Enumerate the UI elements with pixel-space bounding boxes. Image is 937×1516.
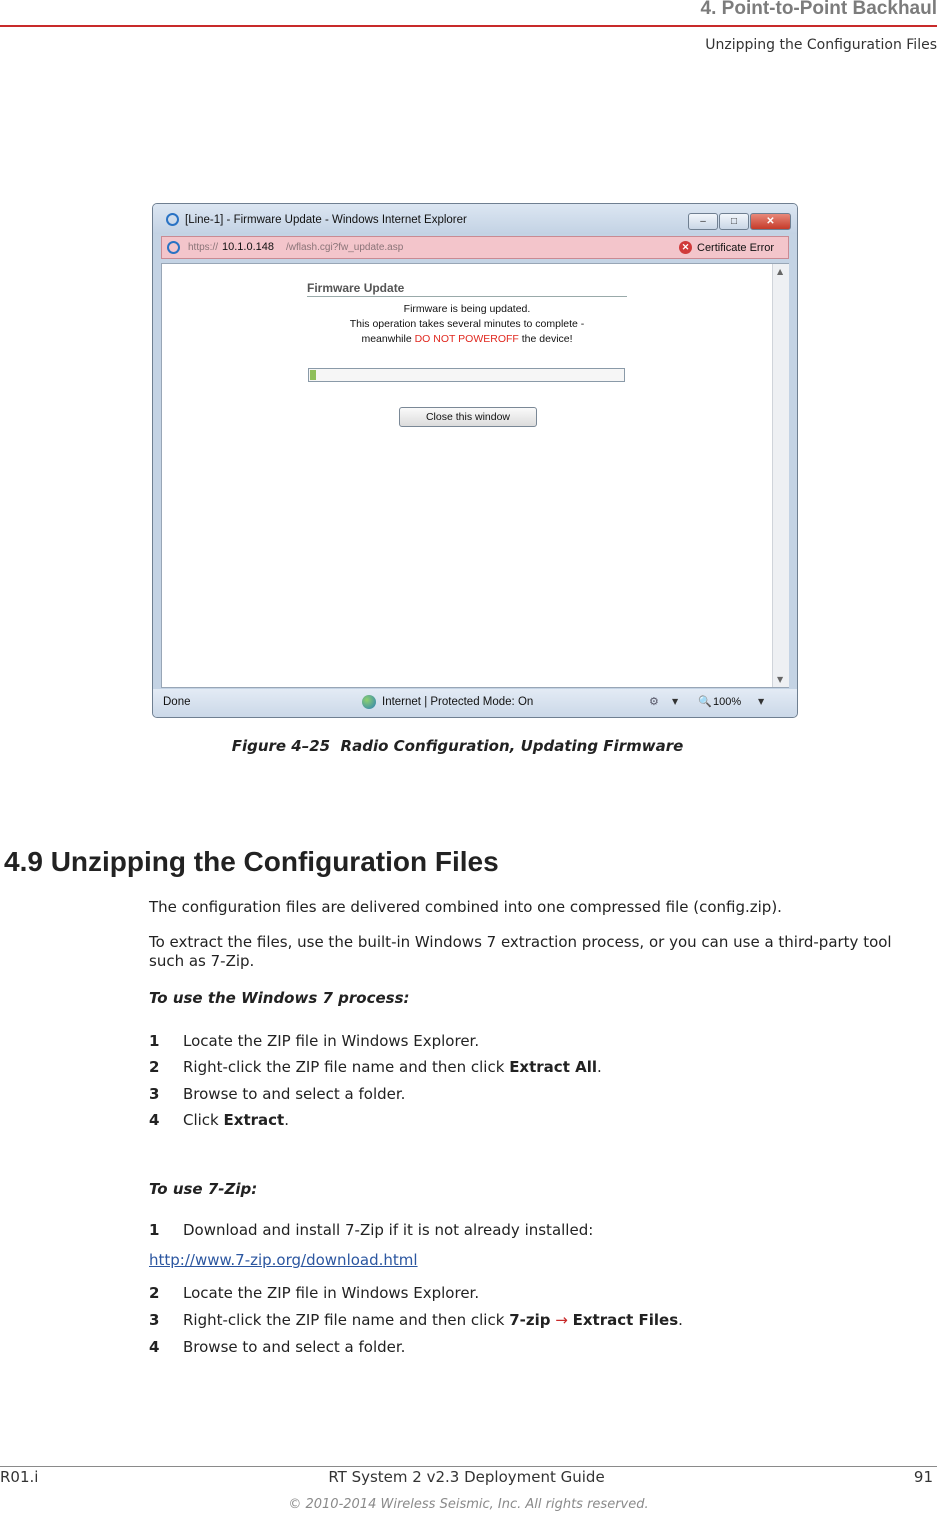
step-text-post: .: [284, 1111, 289, 1129]
step-number: 1: [149, 1032, 160, 1050]
status-line-3: [242, 333, 692, 345]
step-text-pre: Right-click the ZIP file name and then click: [183, 1058, 510, 1076]
status-line-1: Firmware is being updated.: [403, 303, 531, 315]
step-number: 3: [149, 1311, 160, 1329]
paragraph: The configuration files are delivered combined into one compressed file (config.zip).: [149, 898, 782, 916]
window-title: [Line-1] - Firmware Update - Windows Internet Explorer: [185, 214, 467, 226]
step-text: Locate the ZIP file in Windows Explorer.: [183, 1032, 480, 1050]
browser-screenshot: [152, 203, 798, 718]
chevron-down-icon[interactable]: ▼: [672, 697, 679, 706]
progress-fill: [310, 370, 316, 380]
step-number: 1: [149, 1221, 160, 1239]
close-this-window-button[interactable]: Close this window: [399, 407, 537, 427]
step-number: 4: [149, 1111, 160, 1129]
section-heading: 4.9 Unzipping the Configuration Files: [4, 846, 499, 877]
chapter-title: 4. Point-to-Point Backhaul: [700, 0, 937, 19]
step-text: [183, 1311, 683, 1329]
arrow-right-icon: →: [555, 1311, 568, 1329]
url-protocol: https://: [188, 242, 219, 253]
step-text: Download and install 7-Zip if it is not already installed:: [183, 1221, 594, 1239]
ui-label: Extract All: [509, 1058, 597, 1076]
internet-globe-icon: [362, 695, 376, 709]
step-number: 2: [149, 1284, 160, 1302]
procedure-heading: To use the Windows 7 process:: [149, 989, 410, 1007]
poweroff-warning: DO NOT POWEROFF: [414, 333, 519, 345]
minimize-button[interactable]: –: [688, 213, 718, 230]
copyright: © 2010-2014 Wireless Seismic, Inc. All rights reserved.: [288, 1497, 649, 1512]
step-number: 4: [149, 1338, 160, 1356]
step-text: Browse to and select a folder.: [183, 1338, 406, 1356]
url-path: /wflash.cgi?fw_update.asp: [286, 242, 404, 253]
step-text: [183, 1111, 289, 1129]
status-line-2: This operation takes several minutes to complete -: [349, 318, 585, 330]
step-text: Locate the ZIP file in Windows Explorer.: [183, 1284, 480, 1302]
ui-label: 7-zip: [509, 1311, 551, 1329]
step-number: 3: [149, 1085, 160, 1103]
url-host: 10.1.0.148: [222, 241, 274, 253]
step-text: Browse to and select a folder.: [183, 1085, 406, 1103]
certificate-error-label[interactable]: Certificate Error: [697, 242, 775, 254]
ui-label: Extract Files: [572, 1311, 679, 1329]
section-running-head: Unzipping the Configuration Files: [705, 37, 937, 53]
close-window-button[interactable]: ✕: [750, 213, 791, 230]
ie-page-icon: [167, 241, 180, 254]
scroll-up-icon[interactable]: ▲: [777, 267, 784, 276]
revision: R01.i: [0, 1468, 39, 1486]
step-text-pre: Right-click the ZIP file name and then click: [183, 1311, 510, 1329]
browser-content: [161, 263, 789, 688]
download-link[interactable]: http://www.7-zip.org/download.html: [149, 1251, 418, 1269]
update-progress-bar: [308, 368, 625, 382]
firmware-update-title: Firmware Update: [307, 281, 405, 295]
ie-logo-icon: [166, 213, 179, 226]
footer-rule: [0, 1466, 937, 1467]
status-done: Done: [163, 696, 191, 708]
paragraph: To extract the files, use the built-in Windows 7 extraction process, or you can use a third-party tool such as 7-Zip.: [149, 933, 892, 970]
address-bar[interactable]: [161, 236, 789, 259]
chevron-down-icon[interactable]: ▼: [758, 697, 765, 706]
ui-label: Extract: [223, 1111, 285, 1129]
certificate-error-icon[interactable]: ✕: [679, 241, 692, 254]
figure-caption-text: Figure 4–25 Radio Configuration, Updating Firmware: [231, 737, 684, 755]
step-text-pre: Click: [183, 1111, 224, 1129]
browser-status-bar: [153, 689, 797, 717]
document-title: [0, 1468, 937, 1486]
vertical-scrollbar[interactable]: [772, 264, 789, 687]
page-number: 91: [913, 1468, 933, 1486]
warning-suffix: the device!: [518, 333, 573, 345]
tools-icon[interactable]: ⚙: [649, 695, 659, 708]
zoom-icon[interactable]: 🔍: [698, 695, 712, 708]
title-rule: [307, 296, 627, 297]
figure-caption: [0, 737, 937, 755]
step-number: 2: [149, 1058, 160, 1076]
maximize-button[interactable]: □: [719, 213, 749, 230]
document-title-text: RT System 2 v2.3 Deployment Guide: [328, 1468, 605, 1486]
warning-prefix: meanwhile: [361, 333, 415, 345]
scroll-down-icon[interactable]: ▼: [777, 675, 784, 684]
security-zone[interactable]: Internet | Protected Mode: On: [382, 696, 534, 708]
step-text-post: .: [678, 1311, 683, 1329]
zoom-level[interactable]: 100%: [713, 696, 742, 708]
procedure-heading: To use 7-Zip:: [149, 1180, 258, 1198]
step-text-post: .: [596, 1058, 602, 1076]
step-text: [183, 1058, 602, 1076]
browser-titlebar: [153, 204, 797, 234]
header-rule: [0, 25, 937, 27]
